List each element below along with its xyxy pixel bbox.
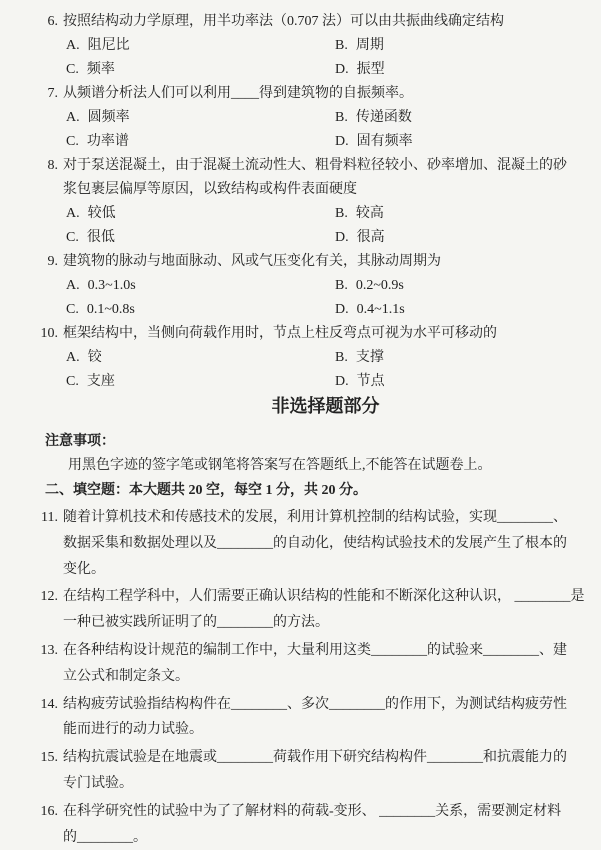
option-text: 节点 [356, 374, 385, 389]
option-c [66, 134, 129, 149]
section-heading: 非选择题部分 [271, 396, 380, 416]
question-number: 16. [40, 803, 58, 819]
question-line-continuation [0, 178, 601, 202]
option-label: B. [335, 350, 348, 365]
option-text: 圆频率 [87, 110, 130, 125]
option-label: C. [66, 230, 79, 245]
option-c [66, 374, 115, 389]
options-row [0, 370, 601, 394]
question-block [0, 799, 601, 850]
question-line [0, 638, 601, 664]
multiple-choice-section [0, 10, 601, 394]
option-b [335, 34, 384, 58]
option-text: 周期 [355, 38, 384, 53]
question-number: 9. [47, 254, 58, 269]
question-block [0, 154, 601, 250]
option-label: D. [335, 374, 349, 389]
options-row [0, 202, 601, 226]
option-a [66, 350, 102, 365]
option-text: 铰 [87, 350, 102, 365]
question-text: 专门试验。 [63, 775, 133, 791]
question-block [0, 250, 601, 322]
notice-title: 注意事项： [45, 434, 115, 449]
question-text: 框架结构中，当侧向荷载作用时，节点上柱反弯点可视为水平可移动的 [63, 326, 497, 341]
question-line-continuation [0, 557, 601, 583]
option-text: 0.3~1.0s [87, 278, 136, 293]
option-a [66, 110, 130, 125]
option-label: A. [66, 206, 80, 221]
options-row [0, 106, 601, 130]
options-row [0, 274, 601, 298]
question-text: 的________。 [63, 829, 147, 845]
question-block [0, 322, 601, 394]
fill-in-section [0, 505, 601, 850]
question-number: 13. [40, 642, 58, 658]
notice-body: 用黑色字迹的签字笔或钢笔将答案写在答题纸上,不能答在试题卷上。 [68, 458, 492, 473]
question-line [0, 505, 601, 531]
options-row [0, 346, 601, 370]
option-a [66, 206, 116, 221]
option-label: D. [335, 230, 349, 245]
question-number: 12. [40, 589, 58, 605]
option-label: A. [66, 110, 80, 125]
option-label: D. [335, 134, 349, 149]
option-c [66, 302, 135, 317]
question-text: 变化。 [63, 561, 105, 577]
question-line-continuation [0, 531, 601, 557]
question-number: 14. [40, 696, 58, 712]
question-text: 按照结构动力学原理，用半功率法（0.707 法）可以由共振曲线确定结构 [63, 14, 504, 29]
option-d [335, 226, 385, 250]
option-d [335, 130, 413, 154]
question-line [0, 10, 601, 34]
option-label: A. [66, 350, 80, 365]
question-text: 在科学研究性的试验中为了了解材料的荷载-变形、 ________关系，需要测定材料 [63, 803, 562, 819]
question-block [0, 745, 601, 797]
options-row [0, 130, 601, 154]
question-number: 8. [47, 158, 58, 173]
question-text: 数据采集和数据处理以及________的自动化，使结构试验技术的发展产生了根本的 [63, 535, 567, 551]
option-label: D. [335, 302, 349, 317]
option-text: 频率 [86, 62, 115, 77]
question-block [0, 10, 601, 82]
option-d [335, 58, 385, 82]
question-text: 在结构工程学科中，人们需要正确认识结构的性能和不断深化这种认识， ________是 [63, 589, 585, 605]
option-text: 传递函数 [355, 110, 412, 125]
option-label: B. [335, 206, 348, 221]
question-block [0, 584, 601, 636]
question-line-continuation [0, 771, 601, 797]
notice-block [0, 430, 601, 478]
option-text: 0.1~0.8s [86, 302, 135, 317]
option-text: 固有频率 [356, 134, 413, 149]
option-label: C. [66, 374, 79, 389]
question-text: 建筑物的脉动与地面脉动、风或气压变化有关，其脉动周期为 [63, 254, 441, 269]
question-line [0, 745, 601, 771]
option-d [335, 370, 385, 394]
options-row [0, 58, 601, 82]
option-label: C. [66, 62, 79, 77]
question-text: 立公式和制定条文。 [63, 668, 189, 684]
question-text: 在各种结构设计规范的编制工作中，大量利用这类________的试验来________、建 [63, 642, 567, 658]
option-c [66, 62, 115, 77]
question-text: 一种已被实践所证明了的________的方法。 [63, 615, 329, 631]
option-label: A. [66, 278, 80, 293]
question-number: 7. [47, 86, 58, 101]
option-c [66, 230, 115, 245]
option-text: 支撑 [355, 350, 384, 365]
option-b [335, 346, 384, 370]
question-text: 结构抗震试验是在地震或________荷载作用下研究结构构件________和抗震能力的 [63, 750, 567, 766]
question-number: 15. [40, 750, 58, 766]
options-row [0, 298, 601, 322]
option-text: 很高 [356, 230, 385, 245]
question-line [0, 799, 601, 825]
option-label: C. [66, 134, 79, 149]
option-a [66, 278, 136, 293]
question-line [0, 82, 601, 106]
option-text: 支座 [86, 374, 115, 389]
question-line [0, 584, 601, 610]
question-line [0, 322, 601, 346]
question-line-continuation [0, 825, 601, 850]
option-text: 功率谱 [86, 134, 129, 149]
option-label: B. [335, 110, 348, 125]
question-text: 对于泵送混凝土，由于混凝土流动性大、粗骨料粒径较小、砂率增加、混凝土的砂 [63, 158, 567, 173]
question-number: 11. [41, 510, 58, 525]
question-text: 结构疲劳试验指结构构件在________、多次________的作用下，为测试结构疲劳性 [63, 696, 567, 712]
option-text: 很低 [86, 230, 115, 245]
fill-section-title: 二、填空题：本大题共 20 空，每空 1 分，共 20 分。 [45, 483, 367, 498]
question-text: 从频谱分析法人们可以利用____得到建筑物的自振频率。 [63, 86, 413, 101]
question-line-continuation [0, 717, 601, 743]
option-label: D. [335, 62, 349, 77]
option-b [335, 202, 384, 226]
question-block [0, 82, 601, 154]
options-row [0, 34, 601, 58]
question-block [0, 505, 601, 582]
question-block [0, 692, 601, 744]
question-text: 随着计算机技术和传感技术的发展，利用计算机控制的结构试验，实现________、 [63, 510, 567, 525]
option-text: 较低 [87, 206, 116, 221]
question-text: 浆包裹层偏厚等原因，以致结构或构件表面硬度 [63, 182, 357, 197]
option-label: A. [66, 38, 80, 53]
option-b [335, 106, 412, 130]
option-text: 0.2~0.9s [355, 278, 404, 293]
option-label: B. [335, 278, 348, 293]
option-text: 阻尼比 [87, 38, 130, 53]
question-block [0, 638, 601, 690]
option-text: 较高 [355, 206, 384, 221]
option-label: B. [335, 38, 348, 53]
option-b [335, 274, 404, 298]
question-line-continuation [0, 664, 601, 690]
option-d [335, 298, 405, 322]
option-text: 振型 [356, 62, 385, 77]
question-line [0, 250, 601, 274]
question-line [0, 692, 601, 718]
question-line-continuation [0, 610, 601, 636]
question-number: 10. [40, 326, 58, 341]
option-label: C. [66, 302, 79, 317]
question-line [0, 154, 601, 178]
option-a [66, 38, 130, 53]
option-text: 0.4~1.1s [356, 302, 405, 317]
options-row [0, 226, 601, 250]
question-number: 6. [47, 14, 58, 29]
question-text: 能而进行的动力试验。 [63, 722, 203, 738]
